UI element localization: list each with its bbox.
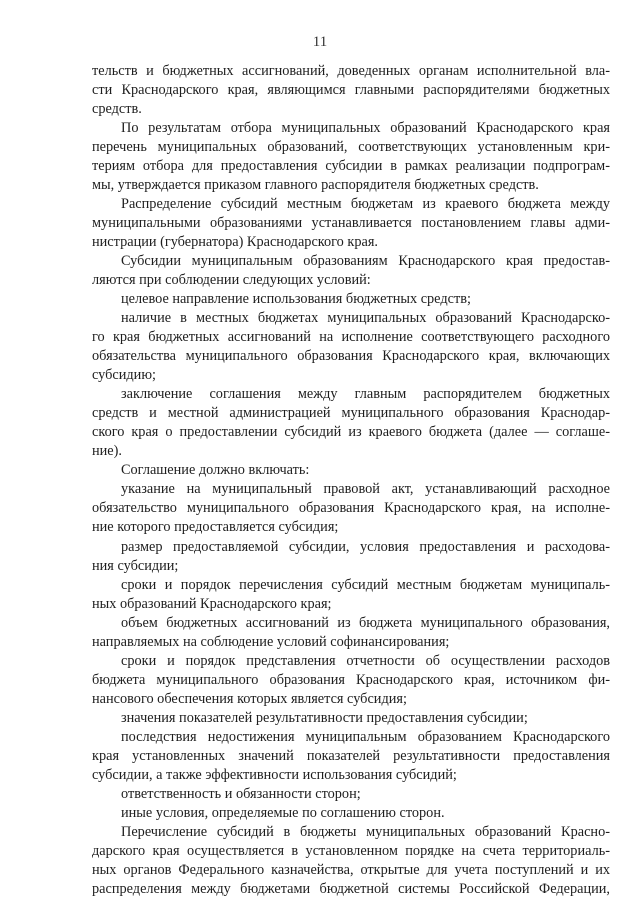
text-line: заключение соглашения между главным распорядителем бюджетных [121,386,610,403]
text-line: го края бюджетных ассигнований на исполнение соответствующего расходного [92,329,610,346]
text-line: териям отбора для предоставления субсидии в рамках реализации подпрограм- [92,158,610,175]
text-line: тельств и бюджетных ассигнований, доведенных органам исполнительной вла- [92,63,610,79]
text-line: Субсидии муниципальным образованиям Краснодарского края предостав- [121,253,610,270]
text-line: бюджета муниципального образования Краснодарского края, источником фи- [92,671,610,688]
text-line: Распределение субсидий местным бюджетам из краевого бюджета между [121,196,610,213]
text-line: края установленных значений показателей результативности предоставления [92,747,610,764]
text-line: направляемых на соблюдение условий софинансирования; [92,633,450,650]
text-line: распределения между бюджетами бюджетной системы Российской Федерации, [92,880,610,897]
text-line: наличие в местных бюджетах муниципальных образований Краснодарско- [121,310,610,327]
text-line: субсидию; [92,367,156,384]
text-line: целевое направление использования бюджетных средств; [121,291,471,308]
text-line: ответственность и обязанности сторон; [121,785,361,802]
text-line: ние). [92,443,122,460]
text-line: нансового обеспечения которых является субсидия; [92,690,407,707]
text-line: Соглашение должно включать: [121,462,310,479]
text-line: иные условия, определяемые по соглашению сторон. [121,804,445,821]
text-line: объем бюджетных ассигнований из бюджета муниципального образования, [121,614,610,631]
text-line: ляются при соблюдении следующих условий: [92,272,371,289]
text-line: ского края о предоставлении субсидий из краевого бюджета (далее — соглаше- [92,424,610,441]
text-line: указание на муниципальный правовой акт, устанавливающий расходное [121,481,610,498]
text-line: По результатам отбора муниципальных образований Краснодарского края [121,120,610,137]
text-line: муниципальными образованиями устанавливается постановлением главы адми- [92,215,610,232]
text-line: Перечисление субсидий в бюджеты муниципальных образований Красно- [121,823,610,840]
text-line: размер предоставляемой субсидии, условия предоставления и расходова- [121,538,610,555]
page-number: 11 [312,34,328,50]
text-line: обязательство муниципального образования Краснодарского края, на исполне- [92,500,610,517]
text-line: сти Краснодарского края, являющимся главными распорядителями бюджетных [92,82,610,99]
text-line: значения показателей результативности предоставления субсидии; [121,709,528,726]
text-line: средств и местной администрацией муниципального образования Краснодар- [92,405,610,422]
text-line: сроки и порядок перечисления субсидий местным бюджетам муниципаль- [121,576,610,593]
text-line: последствия недостижения муниципальным образованием Краснодарского [121,728,610,745]
text-line: средств. [92,101,142,118]
text-line: ние которого предоставляется субсидия; [92,519,339,536]
text-line: ния субсидии; [92,557,179,574]
text-line: ных органов Федерального казначейства, открытые для учета поступлений и их [92,861,610,878]
text-line: обязательства муниципального образования Краснодарского края, включающих [92,348,610,365]
text-line: субсидии, а также эффективности использования субсидий; [92,766,457,783]
text-line: сроки и порядок представления отчетности об осуществлении расходов [121,652,610,669]
text-line: ных образований Краснодарского края; [92,595,332,612]
text-line: нистрации (губернатора) Краснодарского края. [92,234,378,251]
text-line: дарского края осуществляется в установленном порядке на счета территориаль- [92,842,610,859]
text-line: перечень муниципальных образований, соответствующих установленным кри- [92,139,610,156]
text-line: мы, утверждается приказом главного распорядителя бюджетных средств. [92,177,539,194]
